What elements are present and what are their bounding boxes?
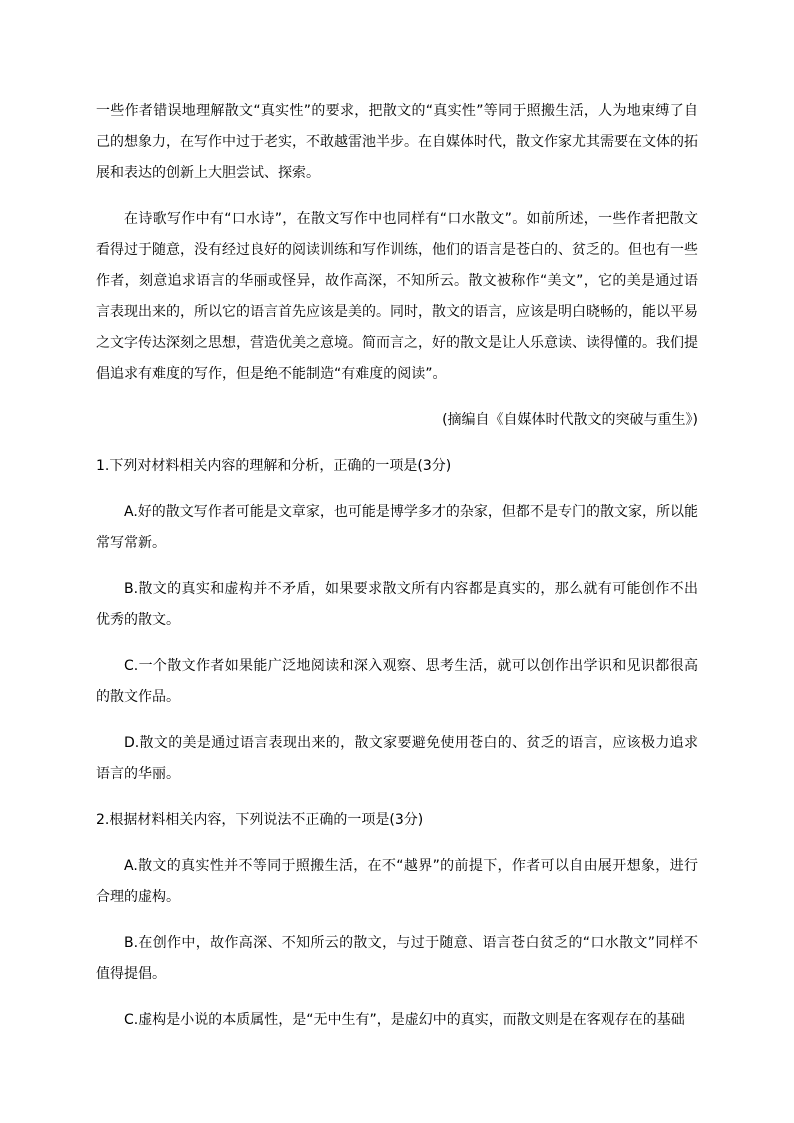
question-2-option-c: C.虚构是小说的本质属性，是“无中生有”，是虚幻中的真实，而散文则是在客观存在的基础 (124, 1012, 685, 1028)
question-2-option-a: A.散文的真实性并不等同于照搬生活，在不“越界”的前提下，作者可以自由展开想象，进行合理的虚构。 (96, 858, 698, 905)
question-1-option-c: C.一个散文作者如果能广泛地阅读和深入观察、思考生活，就可以创作出学识和见识都很高的散文作品。 (96, 658, 698, 705)
question-1-stem: 1.下列对材料相关内容的理解和分析，正确的一项是(3分) (96, 458, 452, 474)
passage-source: (摘编自《自媒体时代散文的突破与重生》) (442, 412, 698, 428)
passage-paragraph-1: 一些作者错误地理解散文“真实性”的要求，把散文的“真实性”等同于照搬生活，人为地束缚了自己的想象力，在写作中过于老实，不敢越雷池半步。在自媒体时代，散文作家尤其需要在文体的拓展和表达的创新上大胆尝试、探索。 (96, 103, 698, 181)
question-1-option-b: B.散文的真实和虚构并不矛盾，如果要求散文所有内容都是真实的，那么就有可能创作不出优秀的散文。 (96, 581, 698, 628)
document-page (96, 96, 698, 1036)
question-1-option-d: D.散文的美是通过语言表现出来的，散文家要避免使用苍白的、贫乏的语言，应该极力追求语言的华丽。 (96, 735, 698, 782)
passage-paragraph-2: 在诗歌写作中有“口水诗”，在散文写作中也同样有“口水散文”。如前所述，一些作者把散文看得过于随意，没有经过良好的阅读训练和写作训练，他们的语言是苍白的、贫乏的。但也有一些作者，刻意追求语言的华丽或怪异，故作高深，不知所云。散文被称作“美文”，它的美是通过语言表现出来的，所以它的语言首先应该是美的。同时，散文的语言，应该是明白晓畅的，能以平易之文字传达深刻之思想，营造优美之意境。简而言之，好的散文是让人乐意读、读得懂的。我们提倡追求有难度的写作，但是绝不能制造“有难度的阅读”。 (96, 211, 698, 382)
question-2-option-b: B.在创作中，故作高深、不知所云的散文，与过于随意、语言苍白贫乏的“口水散文”同样不值得提倡。 (96, 935, 698, 982)
question-2-stem: 2.根据材料相关内容，下列说法不正确的一项是(3分) (96, 812, 424, 828)
question-1-option-a: A.好的散文写作者可能是文章家，也可能是博学多才的杂家，但都不是专门的散文家，所以能常写常新。 (96, 504, 698, 551)
